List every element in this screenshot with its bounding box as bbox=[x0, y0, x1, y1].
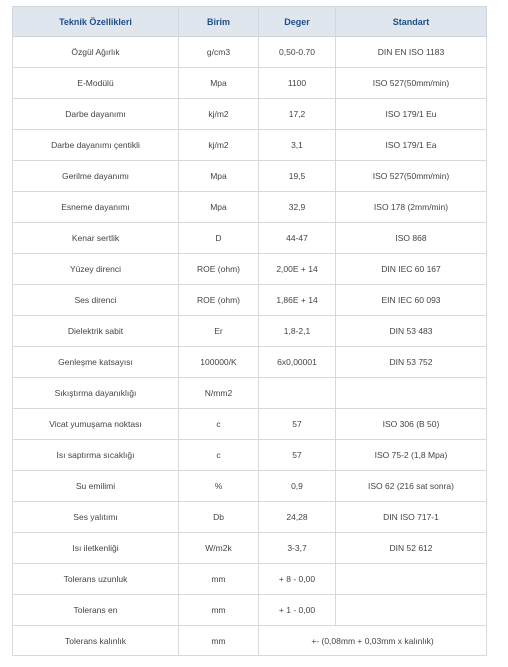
cell-unit: Db bbox=[179, 502, 259, 533]
table-row bbox=[13, 378, 487, 409]
cell-unit: ROE (ohm) bbox=[179, 254, 259, 285]
cell-standard: ISO 178 (2mm/min) bbox=[336, 192, 487, 223]
table-row bbox=[13, 347, 487, 378]
table-row bbox=[13, 68, 487, 99]
cell-standard bbox=[336, 564, 487, 595]
cell-property: Esneme dayanımı bbox=[13, 192, 179, 223]
cell-value: 6x0,00001 bbox=[259, 347, 336, 378]
cell-standard: EIN IEC 60 093 bbox=[336, 285, 487, 316]
cell-standard: ISO 179/1 Eu bbox=[336, 99, 487, 130]
cell-property: Ses yalıtımı bbox=[13, 502, 179, 533]
cell-standard: DIN 53 483 bbox=[336, 316, 487, 347]
cell-property: Su emilimi bbox=[13, 471, 179, 502]
cell-unit: W/m2k bbox=[179, 533, 259, 564]
cell-standard: ISO 306 (B 50) bbox=[336, 409, 487, 440]
header-value: Deger bbox=[259, 7, 336, 37]
cell-property: Tolerans kalınlık bbox=[13, 626, 179, 656]
table-row bbox=[13, 285, 487, 316]
cell-property: Tolerans en bbox=[13, 595, 179, 626]
table-header-row bbox=[13, 7, 487, 37]
cell-standard: DIN 52 612 bbox=[336, 533, 487, 564]
table-row bbox=[13, 223, 487, 254]
header-unit: Birim bbox=[179, 7, 259, 37]
cell-property: Darbe dayanımı bbox=[13, 99, 179, 130]
cell-unit: c bbox=[179, 409, 259, 440]
cell-unit: Mpa bbox=[179, 68, 259, 99]
cell-value: 17,2 bbox=[259, 99, 336, 130]
cell-unit: N/mm2 bbox=[179, 378, 259, 409]
cell-standard bbox=[336, 595, 487, 626]
table-row bbox=[13, 502, 487, 533]
cell-property: Isı iletkenliği bbox=[13, 533, 179, 564]
cell-property: Vicat yumuşama noktası bbox=[13, 409, 179, 440]
cell-property: Gerilme dayanımı bbox=[13, 161, 179, 192]
cell-unit: 100000/K bbox=[179, 347, 259, 378]
cell-unit: kj/m2 bbox=[179, 130, 259, 161]
cell-value: 44-47 bbox=[259, 223, 336, 254]
cell-property: Darbe dayanımı çentikli bbox=[13, 130, 179, 161]
cell-value: 32,9 bbox=[259, 192, 336, 223]
cell-value: 19,5 bbox=[259, 161, 336, 192]
table-row bbox=[13, 440, 487, 471]
cell-value: 1,86E + 14 bbox=[259, 285, 336, 316]
cell-unit: mm bbox=[179, 626, 259, 656]
table-row bbox=[13, 192, 487, 223]
table-row bbox=[13, 409, 487, 440]
cell-value: + 1 - 0,00 bbox=[259, 595, 336, 626]
cell-property: Yüzey direnci bbox=[13, 254, 179, 285]
cell-standard: ISO 179/1 Ea bbox=[336, 130, 487, 161]
table-row bbox=[13, 37, 487, 68]
table-row bbox=[13, 254, 487, 285]
table-row bbox=[13, 161, 487, 192]
cell-value: 57 bbox=[259, 440, 336, 471]
cell-property: Sıkıştırma dayanıklığı bbox=[13, 378, 179, 409]
cell-standard: DIN ISO 717-1 bbox=[336, 502, 487, 533]
header-standard: Standart bbox=[336, 7, 487, 37]
table-row bbox=[13, 316, 487, 347]
cell-property: Kenar sertlik bbox=[13, 223, 179, 254]
cell-merged-value: +- (0,08mm + 0,03mm x kalınlık) bbox=[259, 626, 487, 656]
cell-standard: DIN EN ISO 1183 bbox=[336, 37, 487, 68]
cell-unit: kj/m2 bbox=[179, 99, 259, 130]
cell-property: Ses direnci bbox=[13, 285, 179, 316]
cell-unit: g/cm3 bbox=[179, 37, 259, 68]
cell-standard: ISO 868 bbox=[336, 223, 487, 254]
cell-property: Özgül Ağırlık bbox=[13, 37, 179, 68]
cell-value: 57 bbox=[259, 409, 336, 440]
cell-property: Isı saptırma sıcaklığı bbox=[13, 440, 179, 471]
table-row bbox=[13, 595, 487, 626]
cell-unit: Mpa bbox=[179, 192, 259, 223]
table-row-last bbox=[13, 626, 487, 656]
cell-value: 3,1 bbox=[259, 130, 336, 161]
cell-standard: ISO 62 (216 sat sonra) bbox=[336, 471, 487, 502]
technical-specs-table bbox=[12, 6, 487, 656]
table-row bbox=[13, 564, 487, 595]
cell-property: Dielektrik sabit bbox=[13, 316, 179, 347]
cell-value: + 8 - 0,00 bbox=[259, 564, 336, 595]
cell-property: E-Modülü bbox=[13, 68, 179, 99]
cell-unit: Mpa bbox=[179, 161, 259, 192]
cell-value: 1,8-2,1 bbox=[259, 316, 336, 347]
table-row bbox=[13, 130, 487, 161]
cell-unit: % bbox=[179, 471, 259, 502]
cell-standard: DIN 53 752 bbox=[336, 347, 487, 378]
cell-value: 3-3,7 bbox=[259, 533, 336, 564]
cell-property: Tolerans uzunluk bbox=[13, 564, 179, 595]
cell-unit: mm bbox=[179, 595, 259, 626]
cell-unit: D bbox=[179, 223, 259, 254]
cell-standard bbox=[336, 378, 487, 409]
spec-table-container bbox=[12, 6, 486, 656]
cell-value bbox=[259, 378, 336, 409]
cell-unit: ROE (ohm) bbox=[179, 285, 259, 316]
table-row bbox=[13, 471, 487, 502]
cell-value: 1100 bbox=[259, 68, 336, 99]
cell-standard: DIN IEC 60 167 bbox=[336, 254, 487, 285]
header-property: Teknik Özellikleri bbox=[13, 7, 179, 37]
table-row bbox=[13, 99, 487, 130]
cell-unit: c bbox=[179, 440, 259, 471]
cell-standard: ISO 75-2 (1,8 Mpa) bbox=[336, 440, 487, 471]
cell-unit: Er bbox=[179, 316, 259, 347]
cell-value: 2,00E + 14 bbox=[259, 254, 336, 285]
cell-value: 0,9 bbox=[259, 471, 336, 502]
cell-unit: mm bbox=[179, 564, 259, 595]
cell-standard: ISO 527(50mm/min) bbox=[336, 161, 487, 192]
table-body bbox=[13, 37, 487, 656]
cell-value: 0,50-0.70 bbox=[259, 37, 336, 68]
table-row bbox=[13, 533, 487, 564]
cell-standard: ISO 527(50mm/min) bbox=[336, 68, 487, 99]
cell-property: Genleşme katsayısı bbox=[13, 347, 179, 378]
cell-value: 24,28 bbox=[259, 502, 336, 533]
